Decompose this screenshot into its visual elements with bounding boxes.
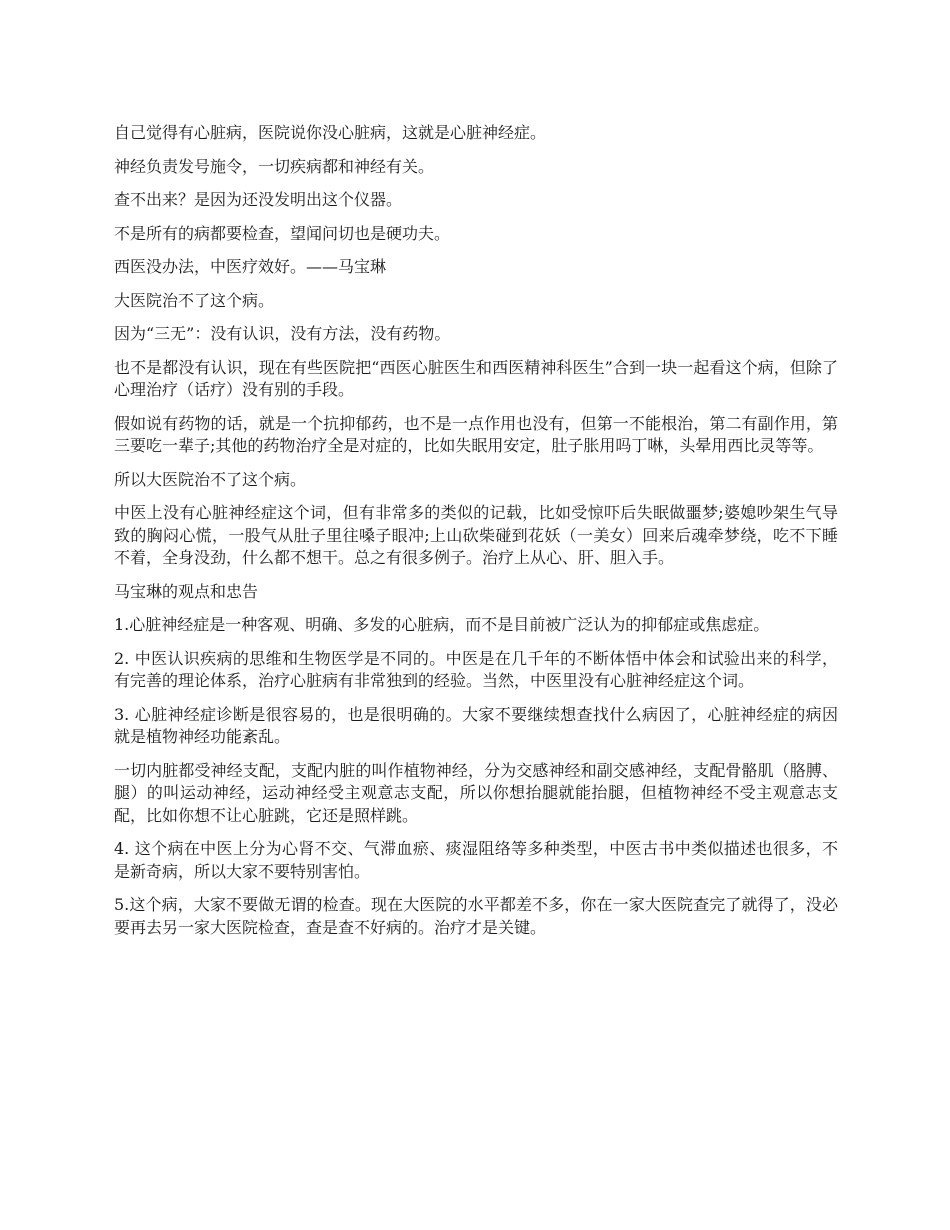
advice-item-1: 1.心脏神经症是一种客观、明确、多发的心脏病，而不是目前被广泛认为的抑郁症或焦虑症。 [114, 615, 770, 634]
paragraph-three-nothings: 因为“三无”：没有认识，没有方法，没有药物。 [114, 324, 451, 343]
document-body [114, 122, 838, 950]
paragraph-diagnosis-skill: 不是所有的病都要检查，望闻问切也是硬功夫。 [114, 223, 451, 243]
advice-item-4: 4. 这个病在中医上分为心肾不交、气滞血瘀、痰湿阻络等多种类型，中医古书中类似描述也很多，不是新奇病，所以大家不要特别害怕。 [114, 839, 838, 881]
paragraph-big-hospital: 大医院治不了这个病。 [114, 290, 275, 310]
advice-item-2: 2. 中医认识疾病的思维和生物医学是不同的。中医是在几千年的不断体悟中体会和试验出来的科学，有完善的理论体系，治疗心脏病有非常独到的经验。当然，中医里没有心脏神经症这个词。 [114, 648, 838, 690]
paragraph-no-instrument: 查不出来？是因为还没发明出这个仪器。 [114, 190, 403, 209]
paragraph-nerves-command: 神经负责发号施令，一切疾病都和神经有关。 [114, 156, 435, 176]
paragraph-intro-definition: 自己觉得有心脏病，医院说你没心脏病，这就是心脏神经症。 [114, 123, 547, 142]
paragraph-quote-attribution: 西医没办法，中医疗效好。——马宝琳 [114, 257, 387, 276]
paragraph-psychotherapy: 也不是都没有认识，现在有些医院把“西医心脏医生和西医精神科医生”合到一块一起看这个病，但除了心理治疗（话疗）没有别的手段。 [114, 357, 838, 399]
paragraph-drug-therapy: 假如说有药物的话，就是一个抗抑郁药，也不是一点作用也没有，但第一不能根治，第二有副作用，第三要吃一辈子;其他的药物治疗全是对症的，比如失眠用安定，肚子胀用吗丁啉，头晕用西比灵等等。 [114, 413, 838, 455]
paragraph-big-hospital-conclusion: 所以大医院治不了这个病。 [114, 469, 307, 489]
paragraph-autonomic-nerves: 一切内脏都受神经支配，支配内脏的叫作植物神经，分为交感神经和副交感神经，支配骨骼肌（胳膊、腿）的叫运动神经，运动神经受主观意志支配，所以你想抬腿就能抬腿，但植物神经不受主观意志支配，比如你想不让心脏跳，它还是照样跳。 [114, 760, 838, 825]
paragraph-tcm-records: 中医上没有心脏神经症这个词，但有非常多的类似的记载，比如受惊吓后失眠做噩梦;婆媳吵架生气导致的胸闷心慌，一股气从肚子里往嗓子眼冲;上山砍柴碰到花妖（一美女）回来后魂牵梦绕，吃不下睡不着，全身没劲，什么都不想干。总之有很多例子。治疗上从心、肝、胆入手。 [114, 503, 838, 567]
advice-item-3: 3. 心脏神经症诊断是很容易的，也是很明确的。大家不要继续想查找什么病因了，心脏神经症的病因就是植物神经功能紊乱。 [114, 704, 838, 746]
advice-item-5: 5.这个病，大家不要做无谓的检查。现在大医院的水平都差不多，你在一家大医院查完了就得了，没必要再去另一家大医院检查，查是查不好病的。治疗才是关键。 [114, 895, 838, 937]
section-heading-advice: 马宝琳的观点和忠告 [114, 581, 259, 601]
